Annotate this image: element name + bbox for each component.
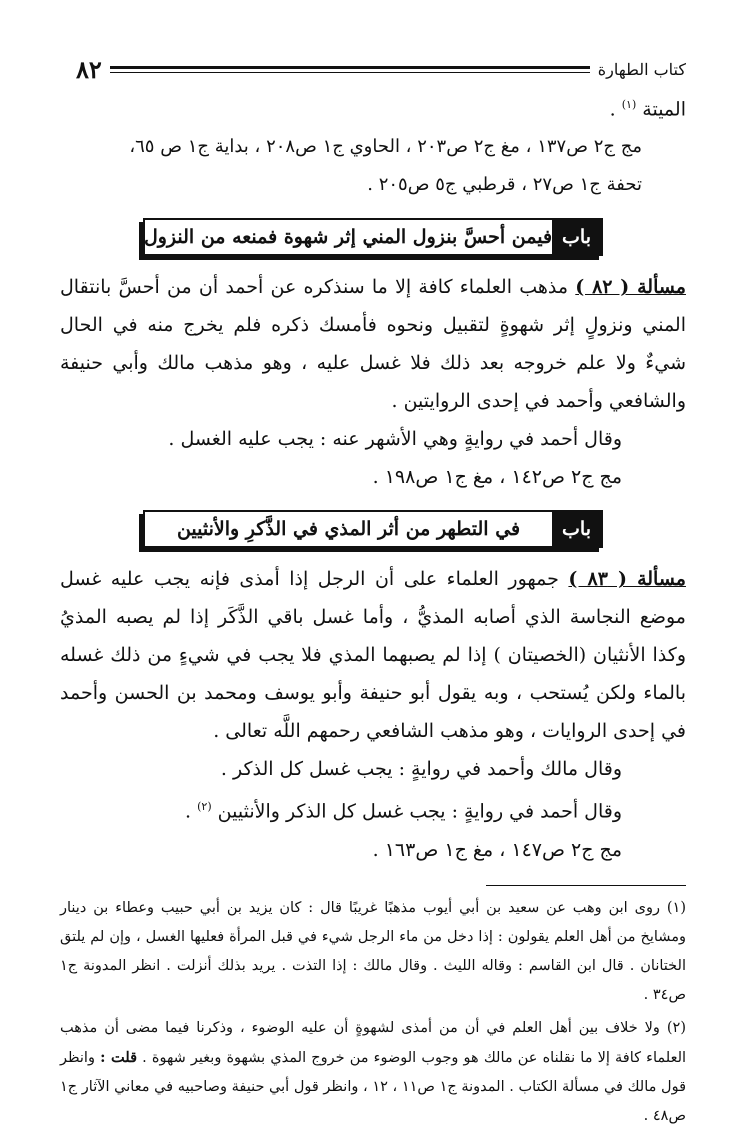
- header-rule: [110, 66, 590, 73]
- chapter-title: في التطهر من أثر المذي في الذَّكرِ والأنثيين: [176, 518, 521, 541]
- bab-label: باب: [552, 220, 601, 254]
- masala-text: مذهب العلماء كافة إلا ما سنذكره عن أحمد أن من أحسَّ بانتقال المني ونزولٍ إثر شهوةٍ لتقبيل ونحوه فأمسك ذكره فلم يخرج منه في الحال شيءٌ ولا علم خروجه بعد ذلك فلا غسل عليه ، وهو مذهب مالك وأبي حنيفة والشافعي وأحمد في إحدى الروايتين .: [60, 276, 686, 413]
- masala-82-extra: وقال أحمد في روايةٍ وهي الأشهر عنه : يجب عليه الغسل .: [168, 428, 622, 451]
- footnote-mark-2: (٢): [197, 800, 212, 814]
- footnote-mark-1: (١): [621, 98, 637, 111]
- masala-83-extra2: وقال أحمد في روايةٍ : يجب غسل كل الذكر والأنثيين $^{(٢)}$ .: [185, 800, 622, 823]
- chapter-title: فيمن أحسَّ بنزول المني إثر شهوة فمنعه من النزول: [143, 226, 553, 249]
- intro-refs-line1: مج ج٢ ص١٣٧ ، مغ ج٢ ص٢٠٣ ، الحاوي ج١ ص٢٠٨ ، بداية ج١ ص ٦٥،: [129, 136, 642, 158]
- document-page: [60, 52, 686, 1131]
- chapter-heading-1: [143, 218, 603, 256]
- footnote-1: (١) روى ابن وهب عن سعيد بن أبي أيوب مذهبًا غريبًا قال : كان يزيد بن أبي حبيب وعطاء بن دينار ومشايخ من أهل العلم يقولون : إذا دخل من ماء الرجل شيء في قبل المرأة فعليها الغسل ، وإن لم يلتق الختانان . قال ابن القاسم : وقاله الليث . وقال مالك : إذا التذت . يريد بذلك أنزلت . انظر المدونة ج١ ص٣٤ .: [60, 899, 687, 1003]
- masala-82: [60, 268, 686, 420]
- intro-refs-line2: تحفة ج١ ص٢٧ ، قرطبي ج٥ ص٢٠٥ .: [367, 174, 642, 196]
- footnote-2: (٢) ولا خلاف بين أهل العلم في أن من أمذى لشهوةٍ أن عليه الوضوء ، وذكرنا فيما مضى أن مذهب العلماء كافة إلا ما نقلناه عن مالك هو وجوب الوضوء من خروج المذي بشهوة وبغير شهوة . قلت : وانظر قول مالك في مسألة الكتاب . المدونة ج١ ص١١ ، ١٢ ، وانظر قول أبي حنيفة وصاحبيه في معاني الآثار ج١ ص٤٨ .: [60, 1019, 687, 1124]
- page-header: [60, 52, 686, 86]
- masala-text: جمهور العلماء على أن الرجل إذا أمذى فإنه يجب عليه غسل موضع النجاسة الذي أصابه المذيُّ ، وأما غسل باقي الذَّكَر إذا لم يصبه المذيُ وكذا الأنثيان (الخصيتان ) إذا لم يصبهما المذي فلا يجب في شيءٍ من ذلك غسله بالماء ولكن يُستحب ، وبه يقول أبو حنيفة وأبو يوسف ومحمد بن الحسن وأحمد في إحدى الروايات ، وهو مذهب الشافعي رحمهم اللَّه تعالى .: [60, 568, 686, 743]
- chapter-heading-2: [143, 510, 603, 548]
- masala-label: مسألة ( ٨٢ ): [575, 276, 686, 299]
- masala-83: [60, 560, 686, 750]
- qult-label: قلت :: [100, 1048, 137, 1066]
- running-title: كتاب الطهارة: [597, 59, 686, 79]
- bab-label: باب: [552, 512, 601, 546]
- footnote-separator: [486, 885, 686, 886]
- intro-references: [60, 128, 686, 204]
- masala-83-extra: وقال مالك وأحمد في روايةٍ : يجب غسل كل الذكر .: [220, 758, 622, 781]
- masala-83-refs: مج ج٢ ص١٤٧ ، مغ ج١ ص١٦٣ .: [372, 838, 622, 861]
- masala-label: مسألة ( ٨٣ ): [568, 568, 686, 591]
- page-number: ٨٢: [76, 54, 102, 84]
- masala-82-refs: مج ج٢ ص١٤٢ ، مغ ج١ ص١٩٨ .: [372, 466, 622, 489]
- intro-tail: الميتة $^{(١)}$ .: [609, 98, 686, 121]
